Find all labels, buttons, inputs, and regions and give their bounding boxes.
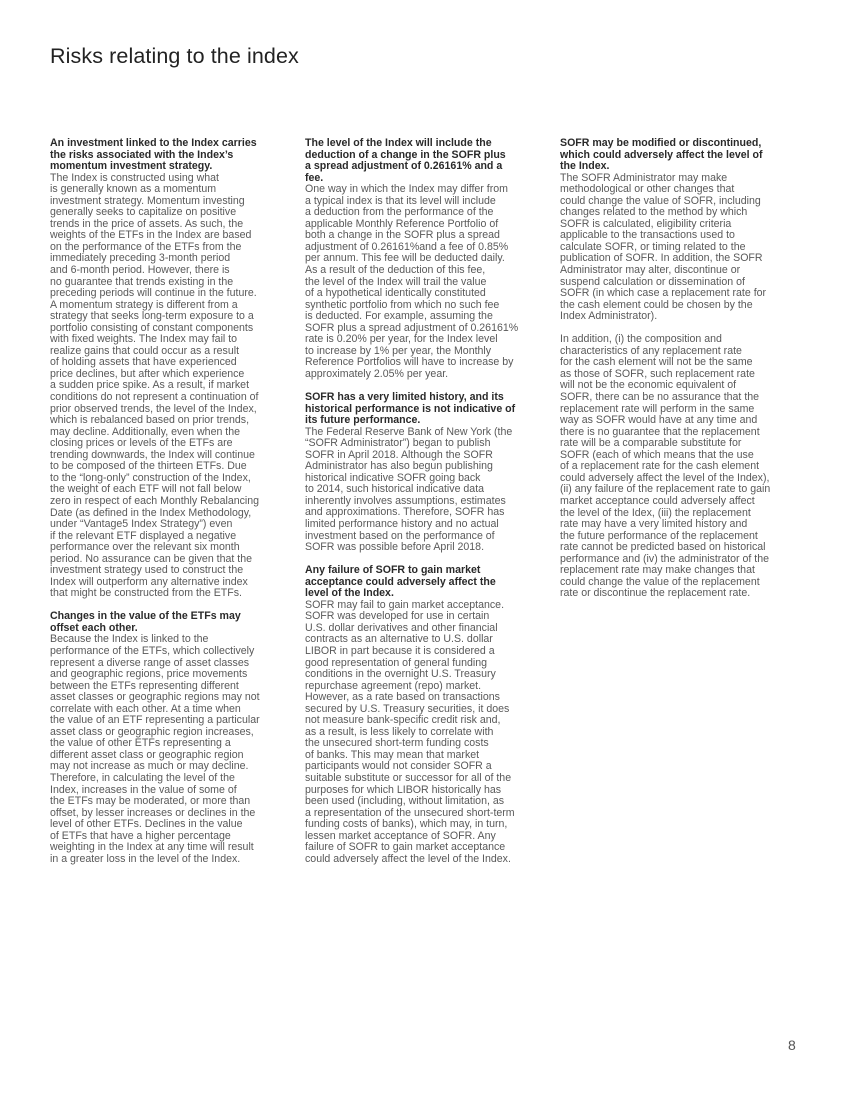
column-1 (50, 138, 296, 877)
section-paragraph (50, 634, 296, 865)
heading-line: SOFR may be modified or discontinued, (560, 137, 762, 149)
text-line: with fixed weights. The Index may fail to (50, 333, 238, 346)
text-line: to the “long-only” construction of the Index, (50, 471, 251, 484)
text-line: could adversely affect the level of the Index), (560, 471, 770, 484)
section-heading (305, 392, 551, 427)
text-line: the level of the Index will trail the value (305, 275, 487, 288)
text-line: period. No assurance can be given that the (50, 552, 253, 565)
section-paragraph (305, 600, 551, 866)
heading-line: offset each other. (50, 621, 138, 634)
section-heading (50, 611, 296, 634)
heading-line: the Index. (560, 160, 610, 173)
text-line: represent a diverse range of asset classes (50, 656, 250, 669)
text-line: characteristics of any replacement rate (560, 344, 742, 357)
heading-line: The level of the Index will include the (305, 137, 492, 149)
text-line: a typical index is that its level will include (305, 194, 496, 207)
text-line: to 2014, such historical indicative data (305, 483, 485, 496)
heading-line: deduction of a change in the SOFR plus (305, 148, 506, 161)
section-heading (305, 138, 551, 184)
text-line: A momentum strategy is different from a (50, 298, 238, 311)
text-line: performance and (iv) the administrator of the (560, 552, 770, 565)
heading-line: SOFR has a very limited history, and its (305, 390, 504, 403)
text-line: trends in the price of assets. As such, the (50, 217, 244, 230)
text-line: is deducted. For example, assuming the (305, 310, 493, 323)
text-line: a sudden price spike. As a result, if market (50, 379, 250, 392)
text-line: the value of other ETFs representing a (50, 737, 231, 750)
text-line: asset class or geographic region increases, (50, 725, 254, 738)
heading-line: momentum investment strategy. (50, 160, 213, 173)
text-line: as a result, is less likely to correlate with (305, 725, 494, 738)
text-line: weighting in the Index at any time will result (50, 841, 254, 854)
text-line: rate may have a very limited history and (560, 518, 748, 531)
text-line: One way in which the Index may differ from (305, 183, 508, 196)
text-line: zero in respect of each Monthly Rebalancing (50, 494, 260, 507)
text-line: SOFR (each of which means that the use (560, 448, 754, 461)
text-line: funding costs of banks), which may, in turn, (305, 818, 508, 831)
text-line: conditions in the overnight U.S. Treasury (305, 668, 496, 681)
text-line: way as SOFR would have at any time and (560, 414, 758, 427)
text-line: (ii) any failure of the replacement rate to gain (560, 483, 771, 496)
text-line: purposes for which LIBOR historically has (305, 783, 502, 796)
text-line: of ETFs that have a higher percentage (50, 829, 231, 842)
text-line: level of other ETFs. Declines in the value (50, 818, 243, 831)
heading-line: historical performance is not indicative of (305, 402, 516, 415)
text-line: calculate SOFR, or timing related to the (560, 240, 746, 253)
text-line: if the relevant ETF displayed a negative (50, 529, 237, 542)
text-line: Reference Portfolios will have to increase by (305, 356, 514, 369)
text-line: generally seeks to capitalize on positive (50, 206, 237, 219)
heading-line: level of the Index. (305, 587, 394, 600)
text-line: SOFR plus a spread adjustment of 0.26161% (305, 321, 519, 334)
text-line: preceding periods will continue in the future. (50, 287, 257, 300)
text-line: could change the value of the replacement (560, 575, 760, 588)
heading-line: fee. (305, 171, 324, 184)
text-line: investment strategy. Momentum investing (50, 194, 245, 207)
text-line: and geographic regions, price movements (50, 668, 248, 681)
text-line: a representation of the unsecured short-term (305, 806, 515, 819)
text-line: been used (including, without limitation, as (305, 795, 505, 808)
text-line: that might be constructed from the ETFs. (50, 587, 242, 600)
section-paragraph (560, 334, 806, 600)
text-line: the level of the Idex, (iii) the replacement (560, 506, 751, 519)
text-line: limited performance history and no actual (305, 518, 499, 530)
text-line: weights of the ETFs in the Index are based (50, 229, 252, 242)
text-line: Index will outperform any alternative index (50, 575, 248, 588)
risk-section (50, 138, 296, 600)
text-line: However, as a rate based on transactions (305, 691, 500, 704)
text-line: portfolio consisting of constant components (50, 321, 254, 334)
risk-section (560, 138, 806, 600)
text-line: the weight of each ETF will not fall below (50, 483, 242, 496)
text-line: participants would not consider SOFR a (305, 760, 492, 773)
text-line: “SOFR Administrator”) began to publish (305, 437, 491, 450)
text-line: trending downwards, the Index will continue (50, 448, 255, 461)
text-line: there is no guarantee that the replacement (560, 425, 760, 438)
text-line: lessen market acceptance of SOFR. Any (305, 829, 496, 842)
text-line: investment based on the performance of (305, 529, 495, 542)
text-line: SOFR is calculated, eligibility criteria (560, 217, 732, 230)
text-line: changes related to the method by which (560, 206, 748, 219)
text-line: historical indicative SOFR going back (305, 471, 481, 484)
text-line: of a replacement rate for the cash element (560, 460, 760, 473)
text-line: Date (as defined in the Index Methodology, (50, 506, 252, 519)
heading-line: Changes in the value of the ETFs may (50, 610, 241, 623)
text-line: not measure bank-specific credit risk and, (305, 714, 501, 727)
text-line: As a result of the deduction of this fee, (305, 264, 486, 277)
text-line: of banks. This may mean that market (305, 748, 480, 761)
page-number: 8 (788, 1037, 796, 1053)
text-line: The Federal Reserve Bank of New York (the (305, 425, 513, 438)
text-line: rate cannot be predicted based on historical (560, 541, 766, 554)
text-line: SOFR (in which case a replacement rate for (560, 287, 767, 300)
text-line: replacement rate may make changes that (560, 564, 755, 577)
section-heading (50, 138, 296, 173)
text-line: synthetic portfolio from which no such fee (305, 298, 500, 311)
text-line: the value of an ETF representing a particular (50, 714, 260, 727)
risk-section (305, 565, 551, 865)
text-line: could adversely affect the level of the Index. (305, 852, 511, 865)
text-line: U.S. dollar derivatives and other financial (305, 621, 498, 634)
text-line: SOFR in April 2018. Although the SOFR (305, 448, 493, 461)
text-line: as those of SOFR, such replacement rate (560, 367, 755, 380)
text-line: the cash element could be chosen by the (560, 298, 753, 311)
risk-section (50, 611, 296, 865)
text-line: performance over the relevant six month (50, 541, 240, 554)
text-line: no guarantee that trends existing in the (50, 275, 234, 288)
text-line: suspend calculation or dissemination of (560, 275, 745, 288)
text-line: SOFR was possible before April 2018. (305, 541, 485, 554)
text-line: will not be the economic equivalent of (560, 379, 737, 392)
text-line: to be composed of the thirteen ETFs. Due (50, 460, 247, 473)
section-paragraph (305, 427, 551, 554)
text-line: the unsecured short-term funding costs (305, 737, 489, 750)
column-3 (560, 138, 806, 611)
text-line: good representation of general funding (305, 656, 487, 669)
text-line: The SOFR Administrator may make (560, 171, 728, 184)
text-line: and approximations. Therefore, SOFR has (305, 506, 505, 519)
text-line: rate is 0.20% per year, for the Index level (305, 333, 498, 346)
section-paragraph (50, 173, 296, 600)
heading-line: An investment linked to the Index carries (50, 137, 257, 149)
heading-line: the risks associated with the Index’s (50, 148, 234, 161)
text-line: Administrator may alter, discontinue or (560, 264, 741, 277)
text-line: adjustment of 0.26161%and a fee of 0.85% (305, 240, 509, 253)
text-line: on the performance of the ETFs from the (50, 240, 242, 253)
text-line: publication of SOFR. In addition, the SOFR (560, 252, 763, 265)
text-line: inherently involves assumptions, estimates (305, 494, 506, 507)
text-line: could change the value of SOFR, including (560, 194, 761, 207)
text-line: immediately preceding 3-month period (50, 252, 231, 265)
text-line: correlate with each other. At a time when (50, 702, 241, 715)
text-line: which is rebalanced based on prior trends, (50, 414, 250, 427)
text-line: Index Administrator). (560, 310, 658, 323)
section-paragraph (305, 184, 551, 380)
text-line: Because the Index is linked to the (50, 633, 209, 646)
text-line: prior observed trends, the level of the Index, (50, 402, 257, 415)
heading-line: its future performance. (305, 414, 421, 427)
text-line: Index, increases in the value of some of (50, 783, 237, 796)
text-line: may not increase as much or may decline. (50, 760, 249, 773)
text-line: strategy that seeks long-term exposure to a (50, 310, 254, 323)
text-line: SOFR, there can be no assurance that the (560, 391, 760, 404)
text-line: failure of SOFR to gain market acceptance (305, 841, 506, 854)
text-line: repurchase agreement (repo) market. (305, 679, 482, 692)
text-line: between the ETFs representing different (50, 679, 239, 692)
text-line: suitable substitute or successor for all of the (305, 771, 512, 784)
text-line: Therefore, in calculating the level of the (50, 772, 235, 785)
text-line: offset, by lesser increases or declines in the (50, 806, 256, 819)
text-line: in a greater loss in the level of the Index. (50, 852, 241, 865)
heading-line: Any failure of SOFR to gain market (305, 564, 481, 577)
text-line: rate or discontinue the replacement rate. (560, 587, 751, 600)
heading-line: a spread adjustment of 0.26161% and a (305, 160, 503, 173)
text-line: market acceptance could adversely affect (560, 494, 755, 507)
text-line: and 6-month period. However, there is (50, 264, 230, 277)
text-line: applicable to the transactions used to (560, 229, 735, 242)
text-line: both a change in the SOFR plus a spread (305, 229, 500, 242)
text-line: different asset class or geographic region (50, 748, 244, 761)
text-line: approximately 2.05% per year. (305, 367, 449, 380)
text-line: to increase by 1% per year, the Monthly (305, 344, 492, 357)
text-line: asset classes or geographic regions may not (50, 691, 260, 704)
column-2 (305, 138, 551, 877)
heading-line: acceptance could adversely affect the (305, 575, 496, 588)
text-line: price declines, but after which experience (50, 367, 245, 380)
section-paragraph (560, 173, 806, 323)
text-line: Administrator has also begun publishing (305, 460, 493, 473)
text-line: under “Vantage5 Index Strategy”) even (50, 518, 233, 531)
text-line: SOFR may fail to gain market acceptance. (305, 598, 505, 611)
text-line: replacement rate will perform in the same (560, 402, 755, 415)
text-line: per annum. This fee will be deducted daily. (305, 252, 505, 265)
risk-section (305, 392, 551, 554)
text-line: performance of the ETFs, which collectively (50, 645, 255, 658)
text-line: rate will be a comparable substitute for (560, 437, 742, 450)
text-line: The Index is constructed using what (50, 171, 220, 184)
text-line: investment strategy used to construct the (50, 564, 244, 577)
text-line: In addition, (i) the composition and (560, 333, 722, 346)
section-heading (305, 565, 551, 600)
heading-line: which could adversely affect the level of (560, 148, 763, 161)
text-line: is generally known as a momentum (50, 183, 217, 196)
text-line: a deduction from the performance of the (305, 206, 494, 219)
text-line: of a hypothetical identically constituted (305, 287, 486, 300)
text-line: for the cash element will not be the same (560, 356, 753, 369)
text-line: the future performance of the replacement (560, 529, 758, 542)
risk-section (305, 138, 551, 380)
text-line: the ETFs may be moderated, or more than (50, 795, 251, 808)
text-line: realize gains that could occur as a result (50, 344, 240, 357)
section-heading (560, 138, 806, 173)
text-line: closing prices or levels of the ETFs are (50, 437, 233, 450)
text-line: conditions do not represent a continuation of (50, 391, 259, 404)
text-line: contracts as an alternative to U.S. dollar (305, 633, 493, 646)
text-line: applicable Monthly Reference Portfolio of (305, 217, 499, 230)
text-line: methodological or other changes that (560, 183, 735, 196)
text-line: may decline. Additionally, even when the (50, 425, 241, 438)
text-line: secured by U.S. Treasury securities, it does (305, 702, 510, 715)
text-line: LIBOR in part because it is considered a (305, 644, 495, 657)
text-line: SOFR was developed for use in certain (305, 610, 490, 623)
page-title: Risks relating to the index (50, 44, 299, 68)
text-line: of holding assets that have experienced (50, 356, 237, 369)
